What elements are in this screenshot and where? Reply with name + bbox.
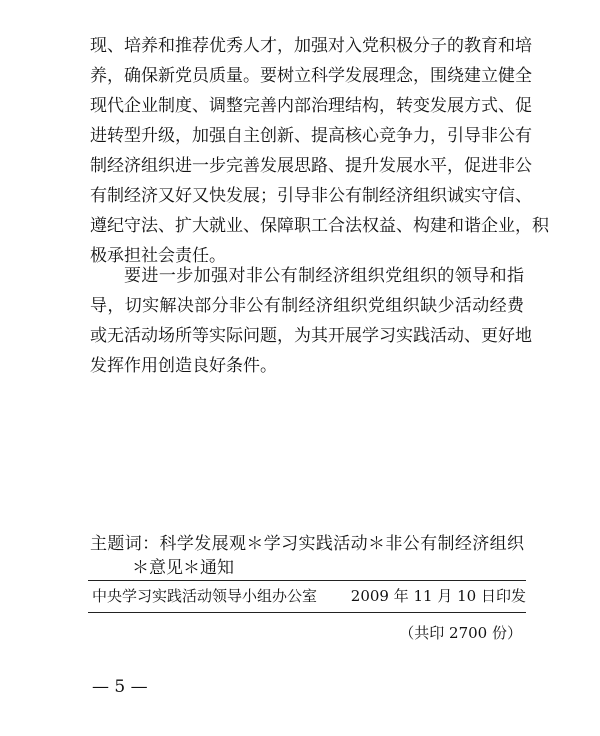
paragraph-line: 养，确保新党员质量。要树立科学发展理念，围绕建立健全 [90,66,532,86]
paragraph-line: 或无活动场所等实际问题，为其开展学习实践活动、更好地 [90,326,532,346]
paragraph-line: 要进一步加强对非公有制经济组织党组织的领导和指 [124,266,524,286]
keywords-line: ＊意见＊通知 [132,558,234,578]
paragraph-line: 现、培养和推荐优秀人才，加强对入党积极分子的教育和培 [90,36,532,56]
keywords-line: 主题词：科学发展观＊学习实践活动＊非公有制经济组织 [90,534,524,554]
issue-date: 2009 年 11 月 10 日印发 [350,587,526,605]
divider-rule [88,612,526,613]
paragraph-line: 遵纪守法、扩大就业、保障职工合法权益、构建和谐企业，积 [90,216,549,236]
paragraph-line: 制经济组织进一步完善发展思路、提升发展水平，促进非公 [90,156,532,176]
paragraph-line: 极承担社会责任。 [90,246,226,266]
paragraph-line: 进转型升级，加强自主创新、提高核心竞争力，引导非公有 [90,126,532,146]
paragraph-line: 发挥作用创造良好条件。 [90,356,277,376]
paragraph-line: 现代企业制度、调整完善内部治理结构，转变发展方式、促 [90,96,532,116]
divider-rule [88,580,526,581]
paragraph-line: 导，切实解决部分非公有制经济组织党组织缺少活动经费 [90,296,524,316]
issuer-text: 中央学习实践活动领导小组办公室 [92,587,318,605]
paragraph-line: 有制经济又好又快发展；引导非公有制经济组织诚实守信、 [90,186,532,206]
copies-count: （共印 2700 份） [399,624,522,642]
page-number: — 5 — [92,677,148,697]
